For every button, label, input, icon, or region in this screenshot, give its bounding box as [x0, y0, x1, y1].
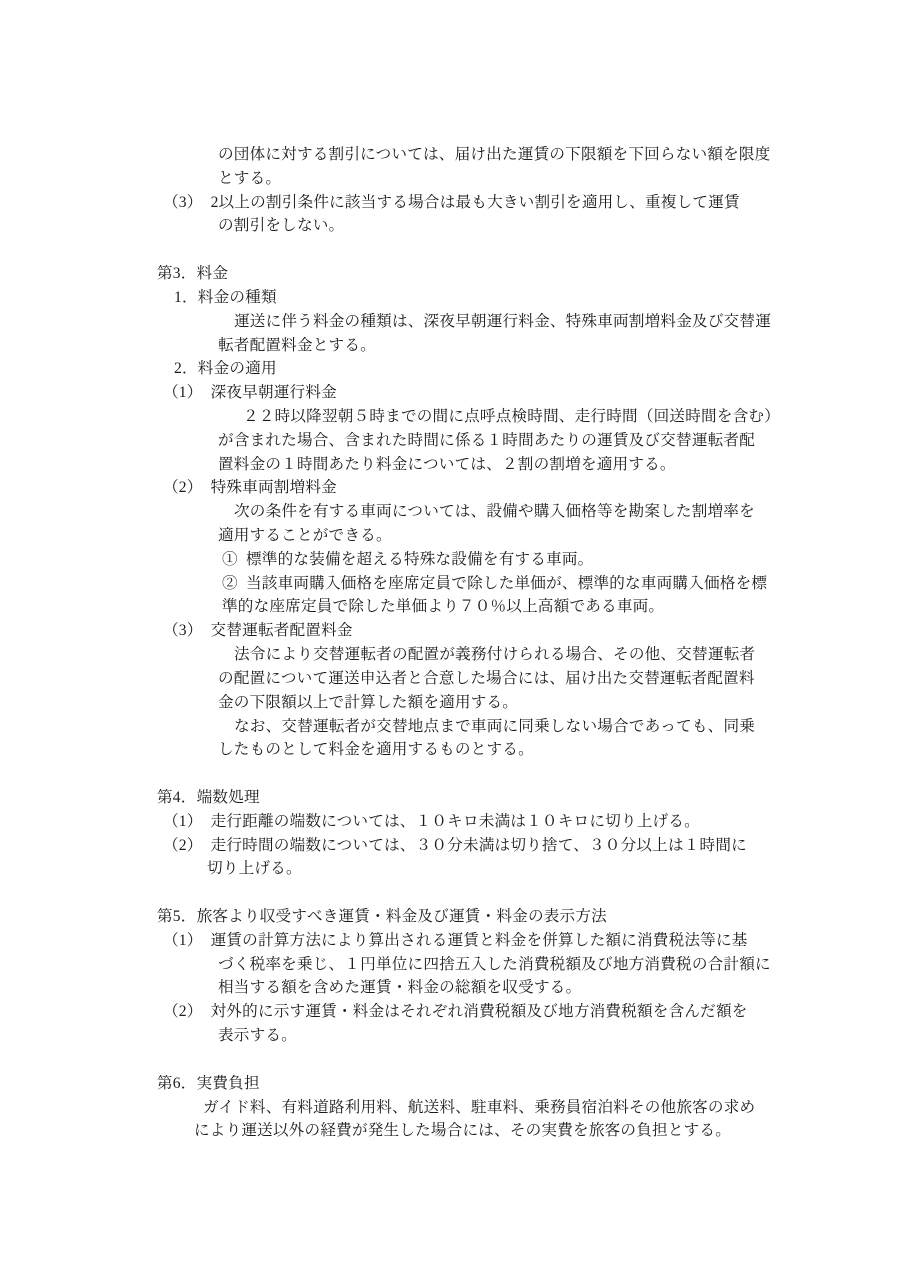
subsection-heading: 2．料金の適用 [174, 360, 277, 378]
subsection-heading: 1．料金の種類 [174, 288, 277, 306]
clause-item: （1） 深夜早朝運行料金 [163, 384, 337, 402]
text-line: 運送に伴う料金の種類は、深夜早朝運行料金、特殊車両割増料金及び交替運 [234, 312, 771, 330]
clause-item: （2） 走行時間の端数については、３０分未満は切り捨て、３０分以上は１時間に [163, 836, 747, 854]
text-line: の配置について運送申込者と合意した場合には、届け出た交替運転者配置料 [218, 669, 755, 687]
text-line: ２２時以降翌朝５時までの間に点呼点検時間、走行時間（回送時間を含む） [243, 407, 780, 425]
clause-item: （1） 走行距離の端数については、１０キロ未満は１０キロに切り上げる。 [163, 812, 700, 830]
text-line: 次の条件を有する車両については、設備や購入価格等を勘案した割増率を [234, 503, 755, 521]
text-line: 法令により交替運転者の配置が義務付けられる場合、その他、交替運転者 [234, 646, 756, 664]
text-line: 金の下限額以上で計算した額を適用する。 [218, 693, 519, 711]
text-line: とする。 [218, 169, 282, 187]
clause-item: （3） 交替運転者配置料金 [163, 622, 353, 640]
text-line: 相当する額を含めた運賃・料金の総額を収受する。 [218, 979, 582, 997]
blank-line [0, 881, 905, 905]
section-heading: 第3．料金 [157, 265, 229, 283]
clause-item: （2） 特殊車両割増料金 [163, 479, 337, 497]
blank-line [0, 238, 905, 262]
text-line: 切り上げる。 [207, 860, 302, 878]
section-heading: 第6．実費負担 [157, 1074, 260, 1092]
numbered-subclause: ① 標準的な装備を超える特殊な設備を有する車両。 [222, 550, 594, 568]
text-line: 表示する。 [218, 1027, 297, 1045]
text-line: ガイド料、有料道路利用料、航送料、駐車料、乗務員宿泊料その他旅客の求め [203, 1098, 756, 1116]
blank-line [0, 762, 905, 786]
text-line: づく税率を乗じ、１円単位に四捨五入した消費税額及び地方消費税の合計額に [218, 955, 771, 973]
clause-item: （3） 2以上の割引条件に該当する場合は最も大きい割引を適用し、重複して運賃 [163, 193, 740, 211]
blank-line [0, 1048, 905, 1072]
clause-item: （1） 運賃の計算方法により算出される運賃と料金を併算した額に消費税法等に基 [163, 931, 748, 949]
text-line: 準的な座席定員で除した単価より７０％以上高額である車両。 [222, 598, 665, 616]
text-line: の割引をしない。 [218, 217, 345, 235]
text-line: したものとして料金を適用するものとする。 [218, 741, 534, 759]
text-line: により運送以外の経費が発生した場合には、その実費を旅客の負担とする。 [194, 1122, 731, 1140]
section-heading: 第4．端数処理 [157, 788, 260, 806]
text-line: なお、交替運転者が交替地点まで車両に同乗しない場合であっても、同乗 [234, 717, 756, 735]
text-line: の団体に対する割引については、届け出た運賃の下限額を下回らない額を限度 [218, 146, 771, 163]
clause-item: （2） 対外的に示す運賃・料金はそれぞれ消費税額及び地方消費税額を含んだ額を [163, 1003, 748, 1021]
text-line: 転者配置料金とする。 [218, 336, 376, 354]
numbered-subclause: ② 当該車両購入価格を座席定員で除した単価が、標準的な車両購入価格を標 [222, 574, 768, 592]
section-heading: 第5．旅客より収受すべき運賃・料金及び運賃・料金の表示方法 [157, 908, 607, 925]
text-line: 適用することができる。 [218, 527, 392, 544]
text-line: 置料金の１時間あたり料金については、２割の割増を適用する。 [218, 455, 676, 473]
text-line: が含まれた場合、含まれた時間に係る１時間あたりの運賃及び交替運転者配 [218, 431, 755, 449]
